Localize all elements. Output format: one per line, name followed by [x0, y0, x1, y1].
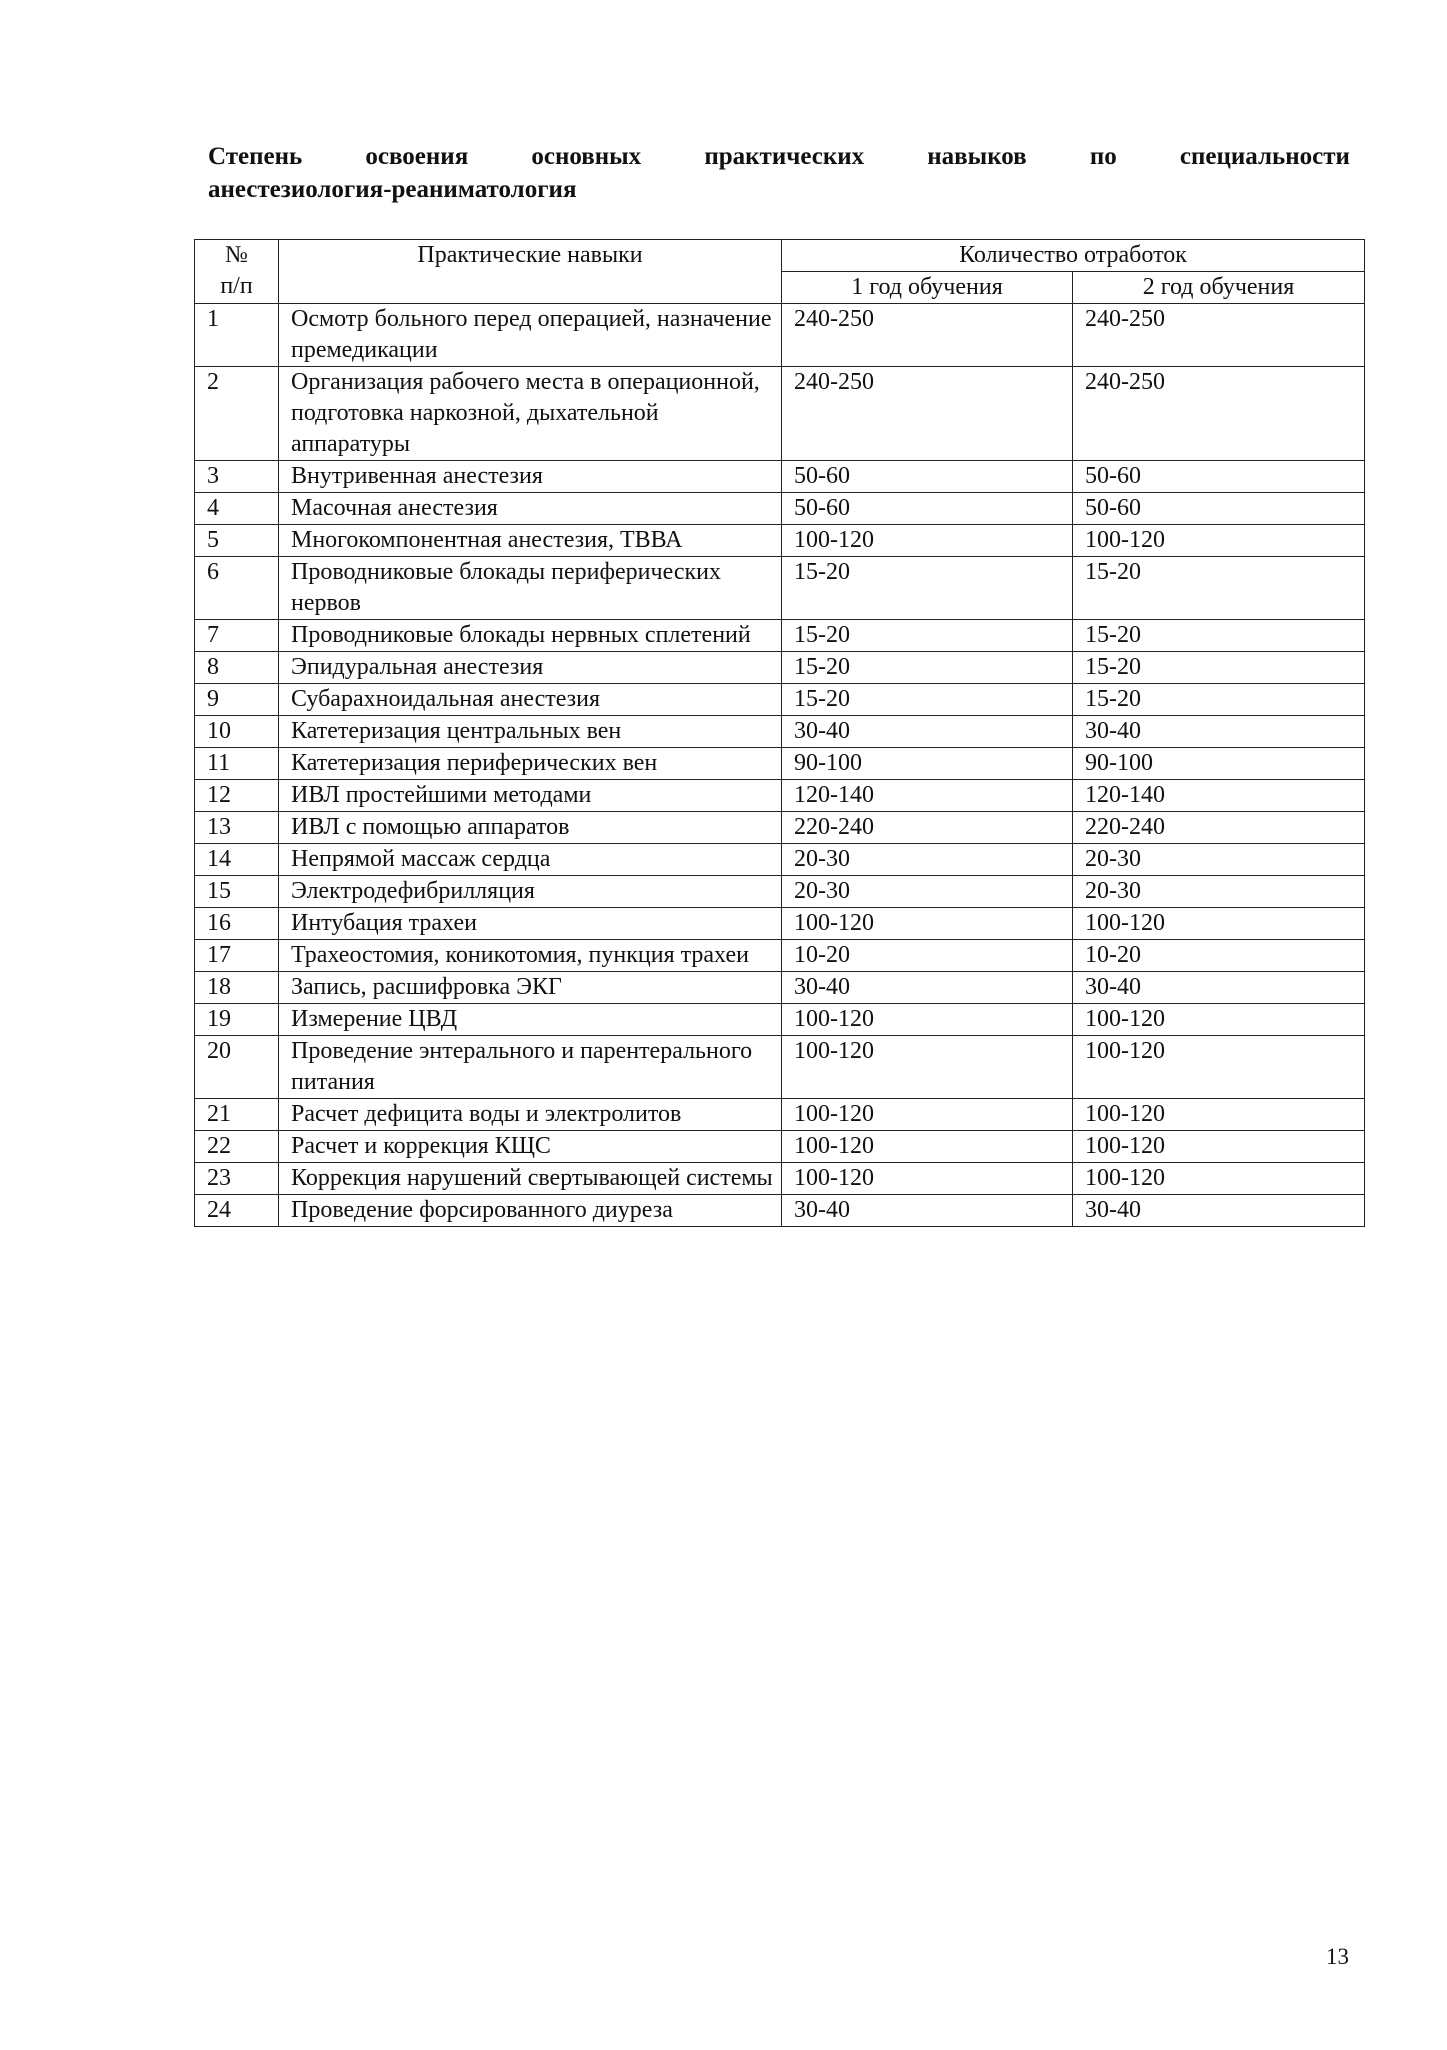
row-skill: Коррекция нарушений свертывающей системы [279, 1163, 782, 1195]
row-year2: 100-120 [1073, 1163, 1365, 1195]
row-year1: 15-20 [782, 557, 1073, 620]
row-year1: 100-120 [782, 908, 1073, 940]
row-skill: Организация рабочего места в операционной, подготовка наркозной, дыхательной аппаратуры [279, 367, 782, 461]
row-num: 19 [195, 1004, 279, 1036]
row-year2: 90-100 [1073, 748, 1365, 780]
row-year1: 240-250 [782, 304, 1073, 367]
table-row [195, 844, 1365, 876]
header-num-line1: № [225, 242, 248, 268]
table-row [195, 876, 1365, 908]
table-row [195, 1099, 1365, 1131]
row-skill: Измерение ЦВД [279, 1004, 782, 1036]
row-year2: 30-40 [1073, 1195, 1365, 1227]
row-num: 20 [195, 1036, 279, 1099]
header-count-group: Количество отработок [782, 240, 1365, 272]
row-year2: 120-140 [1073, 780, 1365, 812]
row-year2: 20-30 [1073, 876, 1365, 908]
row-year2: 100-120 [1073, 1036, 1365, 1099]
row-num: 22 [195, 1131, 279, 1163]
title-word: по [1089, 143, 1117, 170]
table-row [195, 972, 1365, 1004]
row-num: 16 [195, 908, 279, 940]
row-year2: 100-120 [1073, 1131, 1365, 1163]
row-year2: 15-20 [1073, 620, 1365, 652]
header-skill: Практические навыки [279, 240, 782, 304]
row-year1: 30-40 [782, 972, 1073, 1004]
row-year1: 100-120 [782, 1004, 1073, 1036]
row-year1: 100-120 [782, 1036, 1073, 1099]
table-row [195, 461, 1365, 493]
row-skill: Катетеризация периферических вен [279, 748, 782, 780]
title-word: освоения [365, 143, 469, 170]
row-year2: 30-40 [1073, 716, 1365, 748]
row-num: 1 [195, 304, 279, 367]
table-row [195, 1195, 1365, 1227]
table-row [195, 304, 1365, 367]
row-year1: 15-20 [782, 684, 1073, 716]
row-num: 18 [195, 972, 279, 1004]
row-num: 11 [195, 748, 279, 780]
table-row [195, 780, 1365, 812]
row-year1: 15-20 [782, 652, 1073, 684]
document-title [208, 140, 1350, 206]
row-year2: 100-120 [1073, 525, 1365, 557]
row-skill: Осмотр больного перед операцией, назначение премедикации [279, 304, 782, 367]
row-skill: Катетеризация центральных вен [279, 716, 782, 748]
row-skill: Многокомпонентная анестезия, ТВВА [279, 525, 782, 557]
row-num: 21 [195, 1099, 279, 1131]
title-word: Степень [208, 143, 303, 170]
row-year1: 15-20 [782, 620, 1073, 652]
header-num-line2: п/п [220, 273, 253, 299]
table-row [195, 684, 1365, 716]
row-year2: 240-250 [1073, 304, 1365, 367]
row-skill: ИВЛ простейшими методами [279, 780, 782, 812]
row-skill: Проводниковые блокады нервных сплетений [279, 620, 782, 652]
row-skill: Проведение форсированного диуреза [279, 1195, 782, 1227]
row-skill: Субарахноидальная анестезия [279, 684, 782, 716]
row-year2: 10-20 [1073, 940, 1365, 972]
row-skill: ИВЛ с помощью аппаратов [279, 812, 782, 844]
row-num: 6 [195, 557, 279, 620]
table-row [195, 908, 1365, 940]
row-num: 13 [195, 812, 279, 844]
table-row [195, 493, 1365, 525]
row-skill: Расчет дефицита воды и электролитов [279, 1099, 782, 1131]
title-word: основных [531, 143, 642, 170]
row-skill: Интубация трахеи [279, 908, 782, 940]
row-year1: 120-140 [782, 780, 1073, 812]
header-num [195, 240, 279, 304]
row-skill: Электродефибрилляция [279, 876, 782, 908]
row-num: 23 [195, 1163, 279, 1195]
title-line1 [208, 140, 1350, 173]
row-year2: 50-60 [1073, 493, 1365, 525]
table-row [195, 812, 1365, 844]
table-row [195, 1163, 1365, 1195]
row-year1: 20-30 [782, 876, 1073, 908]
row-skill: Внутривенная анестезия [279, 461, 782, 493]
row-skill: Проведение энтерального и парентерального питания [279, 1036, 782, 1099]
row-year1: 10-20 [782, 940, 1073, 972]
row-year1: 100-120 [782, 1131, 1073, 1163]
table-header-row [195, 240, 1365, 272]
row-year2: 240-250 [1073, 367, 1365, 461]
header-year2: 2 год обучения [1073, 272, 1365, 304]
table-row [195, 940, 1365, 972]
row-skill: Трахеостомия, коникотомия, пункция трахеи [279, 940, 782, 972]
row-year1: 100-120 [782, 1099, 1073, 1131]
row-skill: Эпидуральная анестезия [279, 652, 782, 684]
table-row [195, 1004, 1365, 1036]
row-year1: 50-60 [782, 493, 1073, 525]
row-year1: 50-60 [782, 461, 1073, 493]
row-num: 14 [195, 844, 279, 876]
table-row [195, 716, 1365, 748]
title-word: практических [704, 143, 865, 170]
row-year1: 100-120 [782, 525, 1073, 557]
row-num: 3 [195, 461, 279, 493]
title-line2: анестезиология-реаниматология [208, 176, 577, 203]
row-year1: 30-40 [782, 1195, 1073, 1227]
table-row [195, 748, 1365, 780]
row-skill: Масочная анестезия [279, 493, 782, 525]
row-year1: 220-240 [782, 812, 1073, 844]
row-year2: 100-120 [1073, 1004, 1365, 1036]
row-skill: Непрямой массаж сердца [279, 844, 782, 876]
row-num: 10 [195, 716, 279, 748]
row-num: 7 [195, 620, 279, 652]
table-row [195, 1131, 1365, 1163]
row-num: 8 [195, 652, 279, 684]
row-year2: 20-30 [1073, 844, 1365, 876]
header-year1: 1 год обучения [782, 272, 1073, 304]
row-skill: Проводниковые блокады периферических нервов [279, 557, 782, 620]
skills-table-body [195, 304, 1365, 1227]
row-year1: 240-250 [782, 367, 1073, 461]
row-year1: 90-100 [782, 748, 1073, 780]
table-row [195, 620, 1365, 652]
row-year1: 30-40 [782, 716, 1073, 748]
skills-table [194, 239, 1365, 1227]
row-year2: 220-240 [1073, 812, 1365, 844]
table-row [195, 367, 1365, 461]
table-row [195, 525, 1365, 557]
title-word: специальности [1179, 143, 1350, 170]
title-word: навыков [927, 143, 1027, 170]
row-year1: 20-30 [782, 844, 1073, 876]
row-num: 5 [195, 525, 279, 557]
row-year2: 100-120 [1073, 1099, 1365, 1131]
table-row [195, 1036, 1365, 1099]
row-year2: 30-40 [1073, 972, 1365, 1004]
row-num: 4 [195, 493, 279, 525]
row-num: 17 [195, 940, 279, 972]
row-year2: 50-60 [1073, 461, 1365, 493]
row-num: 9 [195, 684, 279, 716]
row-num: 2 [195, 367, 279, 461]
row-skill: Запись, расшифровка ЭКГ [279, 972, 782, 1004]
row-num: 15 [195, 876, 279, 908]
row-num: 12 [195, 780, 279, 812]
row-year2: 100-120 [1073, 908, 1365, 940]
row-year1: 100-120 [782, 1163, 1073, 1195]
page-number: 13 [1326, 1944, 1349, 1969]
row-year2: 15-20 [1073, 557, 1365, 620]
row-skill: Расчет и коррекция КЩС [279, 1131, 782, 1163]
table-row [195, 557, 1365, 620]
row-year2: 15-20 [1073, 684, 1365, 716]
table-row [195, 652, 1365, 684]
row-num: 24 [195, 1195, 279, 1227]
row-year2: 15-20 [1073, 652, 1365, 684]
